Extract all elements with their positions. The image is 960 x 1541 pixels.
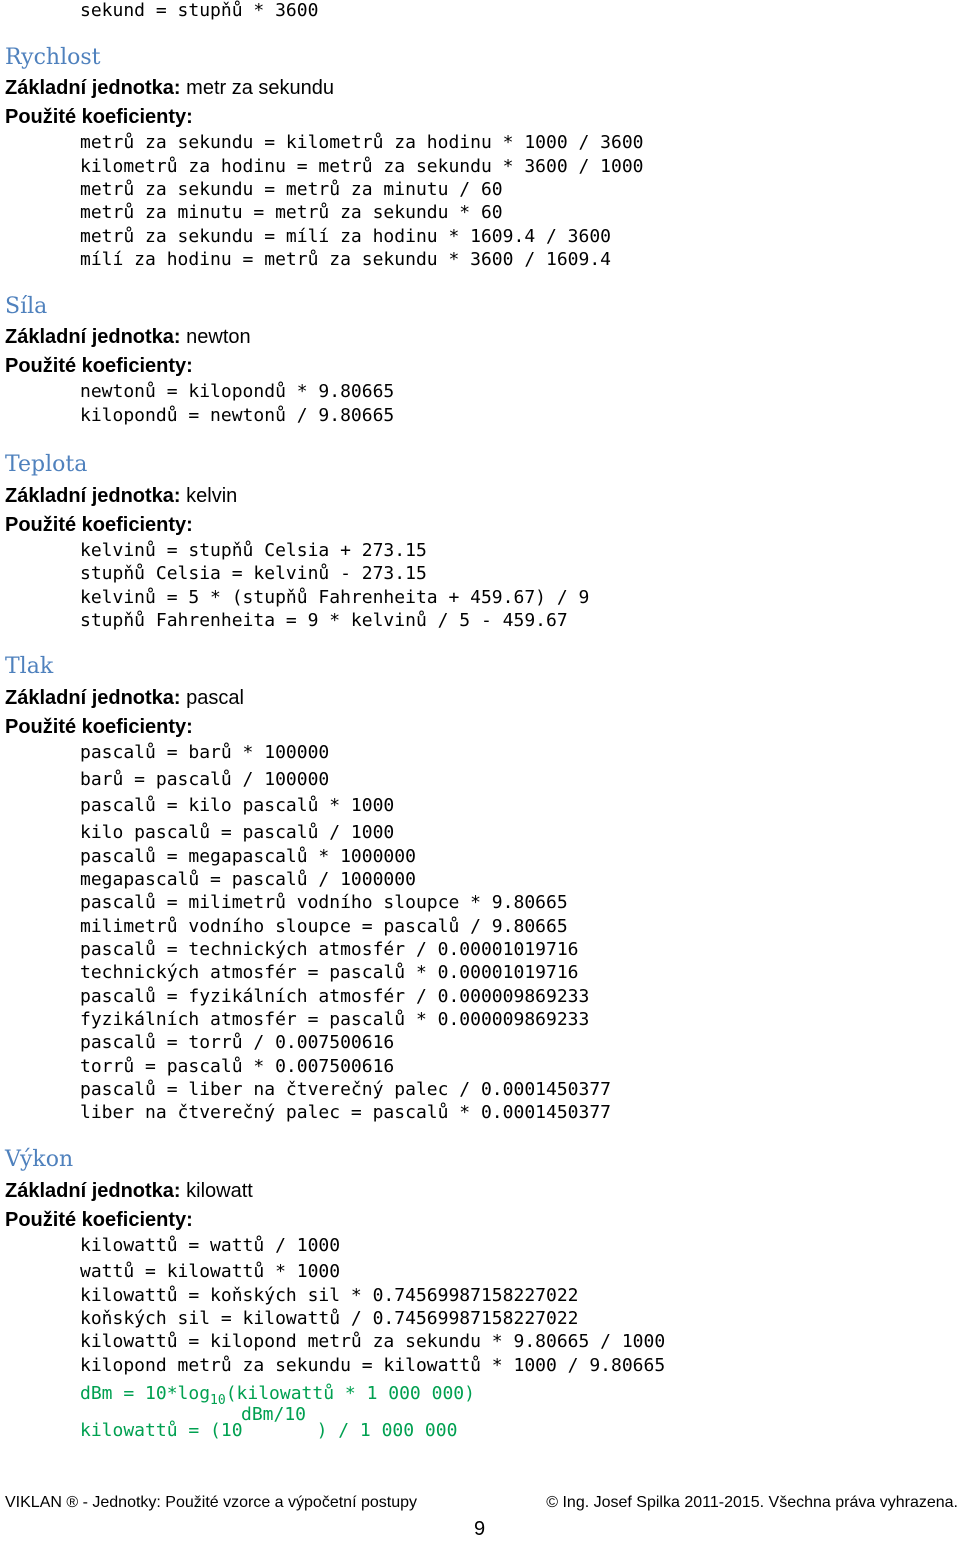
base-unit-value: newton <box>186 326 251 348</box>
coefficients-label: Použité koeficienty: <box>5 355 193 377</box>
formula-line: pascalů = torrů / 0.007500616 <box>80 1032 395 1053</box>
coefficients-label: Použité koeficienty: <box>5 514 193 536</box>
base-unit-label: Základní jednotka: <box>5 326 181 348</box>
formula-line: kilopondů = newtonů / 9.80665 <box>80 405 395 426</box>
formula-line: pascalů = kilo pascalů * 1000 <box>80 795 395 816</box>
base-unit-line <box>5 326 251 349</box>
formula-line: kilometrů za hodinu = metrů za sekundu * 3600 / 1000 <box>80 156 644 177</box>
base-unit-label: Základní jednotka: <box>5 1180 181 1202</box>
footer-left: VIKLAN ® - Jednotky: Použité vzorce a výpočetní postupy <box>5 1494 417 1511</box>
base-unit-label: Základní jednotka: <box>5 77 181 99</box>
formula-line: wattů = kilowattů * 1000 <box>80 1261 341 1282</box>
coefficients-label: Použité koeficienty: <box>5 106 193 128</box>
formula-line: mílí za hodinu = metrů za sekundu * 3600 / 1609.4 <box>80 249 612 270</box>
section-title-tlak: Tlak <box>5 654 54 679</box>
formula-line: kilopond metrů za sekundu = kilowattů * 1000 / 9.80665 <box>80 1355 666 1376</box>
base-unit-value: kelvin <box>186 485 238 507</box>
formula-line: fyzikálních atmosfér = pascalů * 0.000009869233 <box>80 1009 590 1030</box>
section-title-teplota: Teplota <box>5 452 88 477</box>
log-subscript: 10 <box>210 1393 226 1408</box>
base-unit-line <box>5 77 334 100</box>
formula-line: kilo pascalů = pascalů / 1000 <box>80 822 395 843</box>
formula-line: metrů za sekundu = mílí za hodinu * 1609.4 / 3600 <box>80 226 612 247</box>
formula-line: pascalů = barů * 100000 <box>80 742 330 763</box>
footer-right: © Ing. Josef Spilka 2011-2015. Všechna práva vyhrazena. <box>546 1494 958 1511</box>
coefficients-label: Použité koeficienty: <box>5 1209 193 1231</box>
section-title-sila: Síla <box>5 294 48 319</box>
formula-line: kelvinů = stupňů Celsia + 273.15 <box>80 540 427 561</box>
formula-line: liber na čtverečný palec = pascalů * 0.0001450377 <box>80 1102 612 1123</box>
dbm-formula: dBm = $10*\log_{10}(kilowattů * 1$ 000 000) <box>80 1383 475 1408</box>
formula-line: kelvinů = 5 * (stupňů Fahrenheita + 459.67) / 9 <box>80 587 590 608</box>
base-unit-value: pascal <box>186 687 244 709</box>
section-title-rychlost: Rychlost <box>5 45 101 70</box>
section-title-vykon: Výkon <box>5 1147 74 1172</box>
formula-line: metrů za sekundu = kilometrů za hodinu * 1000 / 3600 <box>80 132 644 153</box>
formula-line: milimetrů vodního sloupce = pascalů / 9.80665 <box>80 916 568 937</box>
formula-line: pascalů = fyzikálních atmosfér / 0.000009869233 <box>80 986 590 1007</box>
base-unit-line <box>5 1180 253 1203</box>
formula-line: metrů za minutu = metrů za sekundu * 60 <box>80 202 503 223</box>
formula-line: stupňů Celsia = kelvinů - 273.15 <box>80 563 427 584</box>
formula-line: technických atmosfér = pascalů * 0.00001019716 <box>80 962 579 983</box>
formula-line: stupňů Fahrenheita = 9 * kelvinů / 5 - 459.67 <box>80 610 568 631</box>
formula-line: koňských sil = kilowattů / 0.74569987158227022 <box>80 1308 579 1329</box>
formula-line: pascalů = liber na čtverečný palec / 0.0001450377 <box>80 1079 612 1100</box>
formula-line: sekund = stupňů * 3600 <box>80 0 319 21</box>
formula-line: pascalů = megapascalů * 1000000 <box>80 846 416 867</box>
dbm-exponent: dBm/10 <box>241 1404 307 1425</box>
formula-line: megapascalů = pascalů / 1000000 <box>80 869 416 890</box>
base-unit-value: kilowatt <box>186 1180 253 1202</box>
formula-line: pascalů = technických atmosfér / 0.00001019716 <box>80 939 579 960</box>
formula-line: kilowattů = kilopond metrů za sekundu * 9.80665 / 1000 <box>80 1331 666 1352</box>
formula-line: kilowattů = koňských sil * 0.74569987158227022 <box>80 1285 579 1306</box>
coefficients-label: Použité koeficienty: <box>5 716 193 738</box>
base-unit-line <box>5 485 237 508</box>
formula-line: kilowattů = wattů / 1000 <box>80 1235 341 1256</box>
formula-line: metrů za sekundu = metrů za minutu / 60 <box>80 179 503 200</box>
base-unit-line <box>5 687 244 710</box>
formula-line: barů = pascalů / 100000 <box>80 769 330 790</box>
formula-line: pascalů = milimetrů vodního sloupce * 9.80665 <box>80 892 568 913</box>
kilowatt-from-dbm-formula: kilowattů = (10 ) / 1 000 000 <box>80 1420 458 1441</box>
page-number: 9 <box>474 1518 486 1540</box>
base-unit-label: Základní jednotka: <box>5 687 181 709</box>
base-unit-value: metr za sekundu <box>186 77 335 99</box>
formula-line: torrů = pascalů * 0.007500616 <box>80 1056 395 1077</box>
formula-line: newtonů = kilopondů * 9.80665 <box>80 381 395 402</box>
base-unit-label: Základní jednotka: <box>5 485 181 507</box>
